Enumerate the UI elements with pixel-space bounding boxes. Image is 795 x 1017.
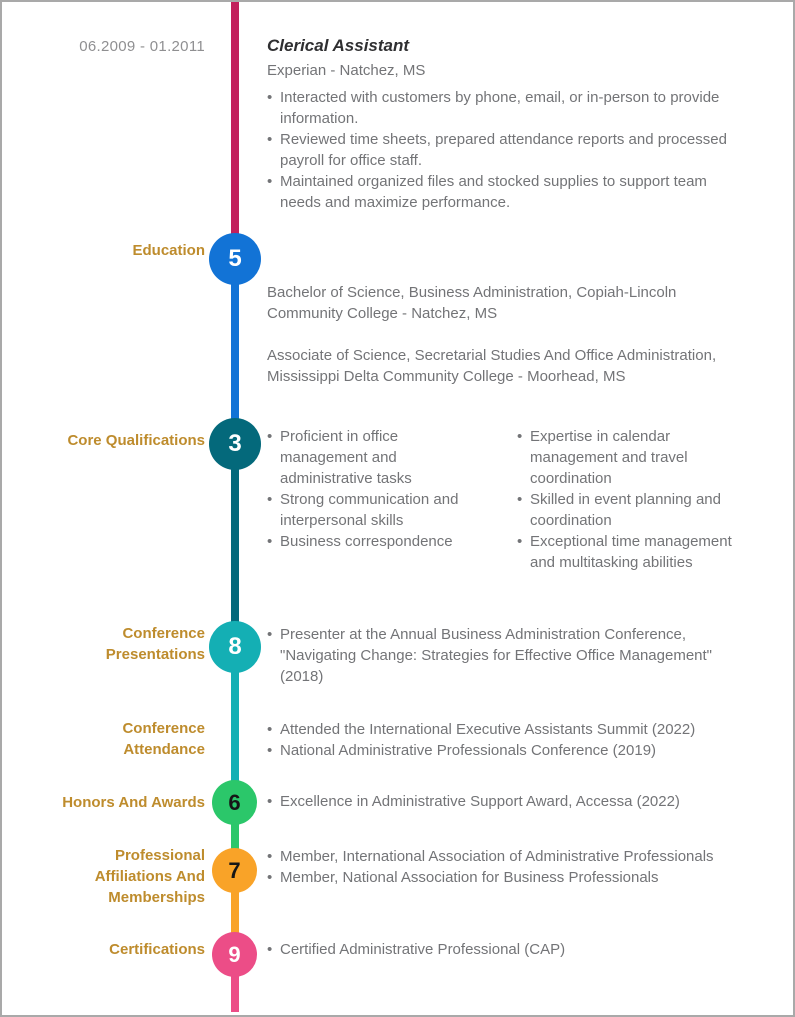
timeline-marker-conference-presentations (209, 621, 261, 673)
timeline-segment-core-qualifications (231, 444, 239, 647)
marker-number: 7 (228, 857, 241, 883)
core-qualifications-column-2 (517, 426, 759, 573)
affiliations-list (267, 846, 717, 888)
section-label-conference-presentations: Conference Presentations (105, 625, 205, 663)
experience-date-range: 06.2009 - 01.2011 (79, 38, 205, 55)
section-label-conference-attendance: Conference Attendance (122, 720, 205, 758)
marker-number: 3 (228, 430, 242, 457)
company-location: Experian - Natchez, MS (267, 62, 426, 79)
certifications-list (267, 939, 747, 960)
conference-presentations-list (267, 624, 747, 687)
marker-number: 8 (228, 633, 242, 660)
timeline-segment-education (231, 259, 239, 444)
affiliation-bullet: • Member, International Association of Administrative Professionals (267, 846, 717, 867)
presentation-bullet: • Presenter at the Annual Business Administration Conference, "Navigating Change: Strategies for Effective Office Management" (2018) (267, 624, 747, 687)
timeline-marker-core-qualifications (209, 418, 261, 470)
qualification-bullet: • Skilled in event planning and coordination (517, 489, 759, 531)
education-degree: Bachelor of Science, Business Administration, Copiah-Lincoln Community College - Natchez, MS (267, 284, 677, 322)
qualification-bullet: • Exceptional time management and multitasking abilities (517, 531, 759, 573)
section-label-education: Education (132, 242, 205, 259)
section-label-core-qualifications: Core Qualifications (67, 432, 205, 449)
conference-attendance-list (267, 719, 747, 761)
section-label-affiliations: Professional Affiliations And Memberships (94, 847, 205, 906)
timeline-marker-certifications (212, 932, 257, 977)
qualification-bullet: • Proficient in office management and administrative tasks (267, 426, 485, 489)
education-degree: Associate of Science, Secretarial Studies And Office Administration, Mississippi Delta Community College - Moorhead, MS (267, 347, 717, 385)
marker-number: 5 (228, 245, 242, 272)
attendance-bullet: • National Administrative Professionals Conference (2019) (267, 740, 747, 761)
job-title: Clerical Assistant (267, 36, 410, 55)
timeline-segment-experience (231, 2, 239, 259)
experience-bullet: • Interacted with customers by phone, email, or in-person to provide information. (267, 87, 737, 129)
experience-bullet: • Maintained organized files and stocked supplies to support team needs and maximize performance. (267, 171, 737, 213)
experience-bullet-list (267, 87, 737, 213)
certification-bullet: • Certified Administrative Professional (CAP) (267, 939, 747, 960)
affiliation-bullet: • Member, National Association for Business Professionals (267, 867, 717, 888)
timeline-marker-honors-awards (212, 780, 257, 825)
core-qualifications-column-1 (267, 426, 485, 552)
award-bullet: • Excellence in Administrative Support Award, Accessa (2022) (267, 791, 762, 812)
attendance-bullet: • Attended the International Executive Assistants Summit (2022) (267, 719, 747, 740)
timeline-marker-affiliations (212, 848, 257, 893)
qualification-bullet: • Business correspondence (267, 531, 485, 552)
marker-number: 6 (228, 789, 241, 815)
section-label-certifications: Certifications (109, 941, 205, 958)
timeline-marker-education (209, 233, 261, 285)
experience-bullet: • Reviewed time sheets, prepared attendance reports and processed payroll for office staff. (267, 129, 737, 171)
honors-awards-list (267, 791, 762, 812)
section-label-honors-awards: Honors And Awards (62, 794, 205, 811)
marker-number: 9 (228, 941, 241, 967)
qualification-bullet: • Strong communication and interpersonal skills (267, 489, 485, 531)
qualification-bullet: • Expertise in calendar management and travel coordination (517, 426, 759, 489)
